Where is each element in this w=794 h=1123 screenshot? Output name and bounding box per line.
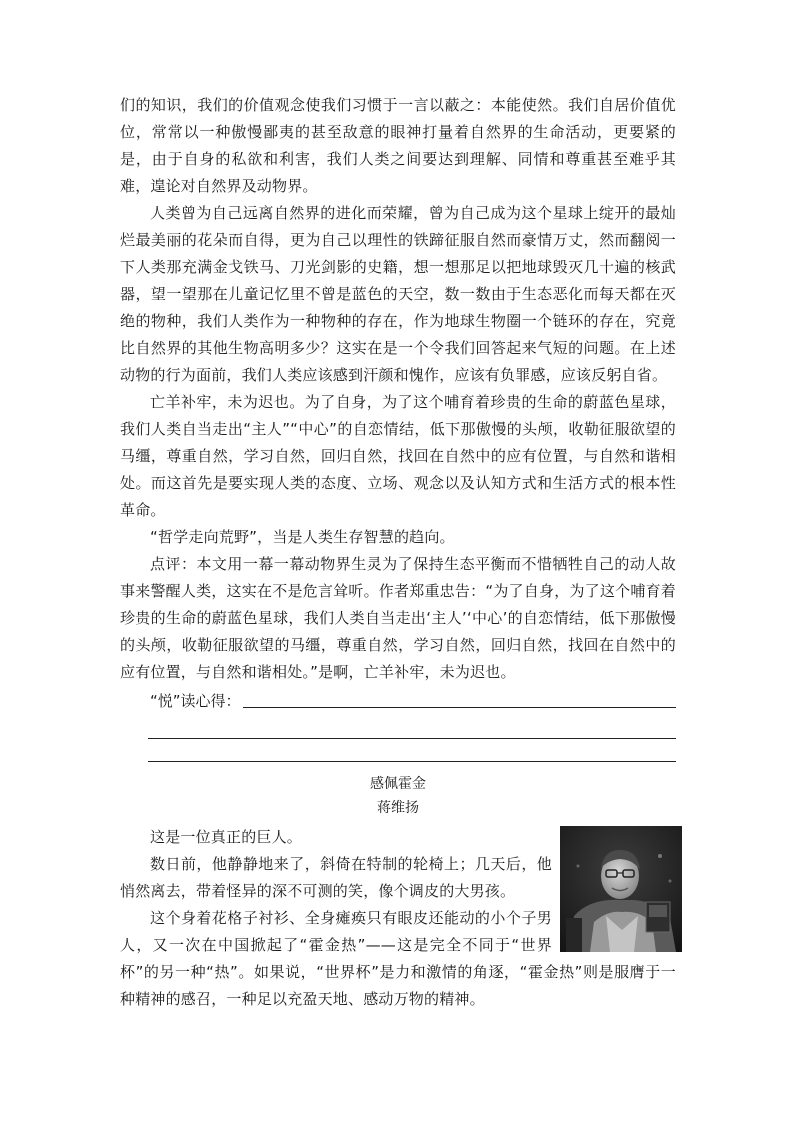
article-body <box>120 824 676 1013</box>
portrait-photo <box>560 826 682 952</box>
article-title: 感佩霍金 <box>370 776 426 792</box>
article-paragraph: 数日前，他静静地来了，斜倚在特制的轮椅上；几天后，他悄然离去，带着怪异的深不可测的笑，像个调皮的大男孩。 <box>120 855 552 900</box>
commentary-paragraph: 点评：本文用一幕一幕动物界生灵为了保持生态平衡而不惜牺牲自己的动人故事来警醒人类，这实在不是危言耸听。作者郑重忠告：“为了自身，为了这个哺育着珍贵的生命的蔚蓝色星球，我们人类自当走出‘主人’‘中心’的自恋情结，低下那傲慢的头颅，收勒征服欲望的马缰，尊重自然，学习自然，回归自然，找回在自然中的应有位置，与自然和谐相处。”是啊，亡羊补牢，未为迟也。 <box>120 555 676 681</box>
article-author: 蒋维扬 <box>377 800 419 816</box>
article-paragraph: 这是一位真正的巨人。 <box>150 828 303 846</box>
writing-line <box>148 738 676 739</box>
writing-line <box>243 707 676 708</box>
document-page <box>120 92 676 1013</box>
paragraph-4: “哲学走向荒野”，当是人类生存智慧的趋向。 <box>150 528 455 546</box>
paragraph-2: 人类曾为自己远离自然界的进化而荣耀，曾为自己成为这个星球上绽开的最灿烂最美丽的花朵而自得，更为自己以理性的铁蹄征服自然而豪情万丈，然而翻阅一下人类那充满金戈铁马、刀光剑影的史籍，想一想那足以把地球毁灭几十遍的核武器，望一望那在儿童记忆里不曾是蓝色的天空，数一数由于生态恶化而每天都在灭绝的物种，我们人类作为一种物种的存在，作为地球生物圈一个链环的存在，究竟比自然界的其他生物高明多少？这实在是一个令我们回答起来气短的问题。在上述动物的行为面前，我们人类应该感到汗颜和愧作，应该有负罪感，应该反躬自省。 <box>120 204 676 384</box>
reading-notes-label: “悦”读心得： <box>150 692 241 710</box>
paragraph-1: 们的知识，我们的价值观念使我们习惯于一言以蔽之：本能使然。我们自居价值优位，常常以一种傲慢鄙夷的甚至敌意的眼神打量着自然界的生命活动，更要紧的是，由于自身的私欲和利害，我们人类之间要达到理解、同情和尊重甚至难乎其难，遑论对自然界及动物界。 <box>120 96 676 195</box>
reading-notes-first-line <box>120 686 676 712</box>
article-paragraph: 这个身着花格子衬衫、全身瘫痪只有眼皮还能动的小个子男人，又一次在中国掀起了“霍金热”——这是完全不同于“世界杯”的另一种“热”。如果说，“世界杯”是力和激情的角逐，“霍金热”则是服膺于一种精神的感召，一种足以充盈天地、感动万物的精神。 <box>120 909 676 1008</box>
paragraph-3: 亡羊补牢，未为迟也。为了自身，为了这个哺育着珍贵的生命的蔚蓝色星球，我们人类自当走出“主人”“中心”的自恋情结，低下那傲慢的头颅，收勒征服欲望的马缰，尊重自然，学习自然，回归自然，找回在自然中的应有位置，与自然和谐相处。而这首先是要实现人类的态度、立场、观念以及认知方式和生活方式的根本性革命。 <box>120 393 676 519</box>
writing-line <box>148 761 676 762</box>
